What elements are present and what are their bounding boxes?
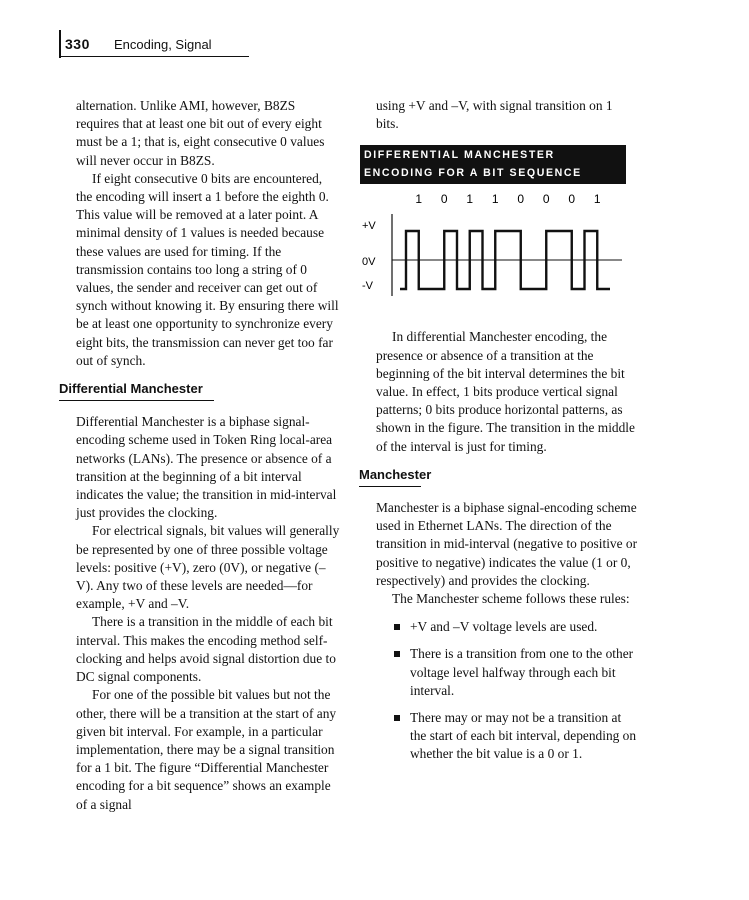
- figure-differential-manchester: [360, 145, 626, 308]
- header-vertical-rule: [59, 30, 61, 58]
- list-item-text: There may or may not be a transition at the start of each bit interval, depending on whether the bit value is a 0 or 1.: [410, 710, 637, 762]
- level-label: +V: [362, 220, 376, 233]
- paragraph: In differential Manchester encoding, the presence or absence of a transition at the beginning of the bit interval determines the bit value. In effect, 1 bits produce vertical signal patterns; 0 bits produce horizontal patterns, as shown in the figure. The transition in the middle of the interval is just for timing.: [376, 329, 635, 454]
- section-heading-differential-manchester: Differential Manchester: [59, 380, 214, 401]
- paragraph: The Manchester scheme follows these rules:: [392, 591, 630, 607]
- running-head: Encoding, Signal: [114, 37, 212, 52]
- list-item-text: +V and –V voltage levels are used.: [410, 619, 598, 635]
- level-label: 0V: [362, 256, 376, 269]
- signal-diagram: [360, 192, 626, 308]
- header-horizontal-rule: [59, 56, 249, 57]
- list-item: [376, 618, 638, 636]
- list-item: [376, 645, 638, 700]
- left-column: [59, 97, 340, 814]
- figure-title-line: DIFFERENTIAL MANCHESTER: [364, 149, 555, 162]
- level-label: -V: [362, 280, 373, 293]
- bullet-icon: [394, 715, 400, 721]
- paragraph: Manchester is a biphase signal-encoding scheme used in Ethernet LANs. The direction of the transition in mid-interval (negative to positive or positive to negative) indicates the value (1 or 0, respectively) and provides the clocking.: [376, 500, 638, 588]
- bit-label: 1: [415, 192, 423, 207]
- bit-label: 1: [593, 192, 601, 207]
- list-item: [376, 709, 638, 764]
- bit-label: 0: [568, 192, 576, 207]
- figure-title-line: ENCODING FOR A BIT SEQUENCE: [364, 167, 582, 180]
- bit-label: 0: [517, 192, 525, 207]
- paragraph: using +V and –V, with signal transition on 1 bits.: [376, 98, 613, 132]
- figure-title: [360, 145, 626, 184]
- bullet-icon: [394, 624, 400, 630]
- section-heading-manchester: Manchester: [359, 466, 421, 487]
- paragraph: Differential Manchester is a biphase signal-encoding scheme used in Token Ring local-area networks (LANs). The presence or absence of a transition at the beginning of a bit interval indicates the value; the transition in mid-interval just provides the clocking.: [76, 414, 337, 521]
- list-item-text: There is a transition from one to the other voltage level halfway through each bit interval.: [410, 646, 634, 698]
- page-number: 330: [65, 36, 90, 52]
- paragraph: alternation. Unlike AMI, however, B8ZS requires that at least one bit out of every eight must be a 1; that is, eight consecutive 0 values will never occur in B8ZS.: [76, 98, 325, 168]
- bit-label: 1: [491, 192, 499, 207]
- paragraph: For one of the possible bit values but not the other, there will be a transition at the start of any given bit interval. For example, in a particular implementation, there may be a signal transition for a 1 bit. The figure “Differential Manchester encoding for a bit sequence” shows an example of a signal: [76, 687, 337, 812]
- paragraph: There is a transition in the middle of each bit interval. This makes the encoding method self-clocking and helps avoid signal distortion due to DC signal components.: [76, 614, 336, 685]
- bit-label: 0: [542, 192, 550, 207]
- paragraph: For electrical signals, bit values will generally be represented by one of three possible voltage levels: positive (+V), zero (0V), or negative (–V). Any two of these levels are needed—for example, +V and –V.: [76, 523, 340, 612]
- bit-label: 0: [440, 192, 448, 207]
- bit-label: 1: [466, 192, 474, 207]
- paragraph: If eight consecutive 0 bits are encountered, the encoding will insert a 1 before the eighth 0. This value will be removed at a later point. A minimal density of 1 values is needed because these values are used for timing. If the transmission contains too long a string of 0 values, the sender and receiver can get out of synch without knowing it. By ensuring there will be at least one opportunity to synchronize every eight bits, the transmission can never get too far out of synch.: [76, 170, 339, 368]
- rules-list: [376, 618, 638, 763]
- right-column: [359, 97, 638, 773]
- bullet-icon: [394, 651, 400, 657]
